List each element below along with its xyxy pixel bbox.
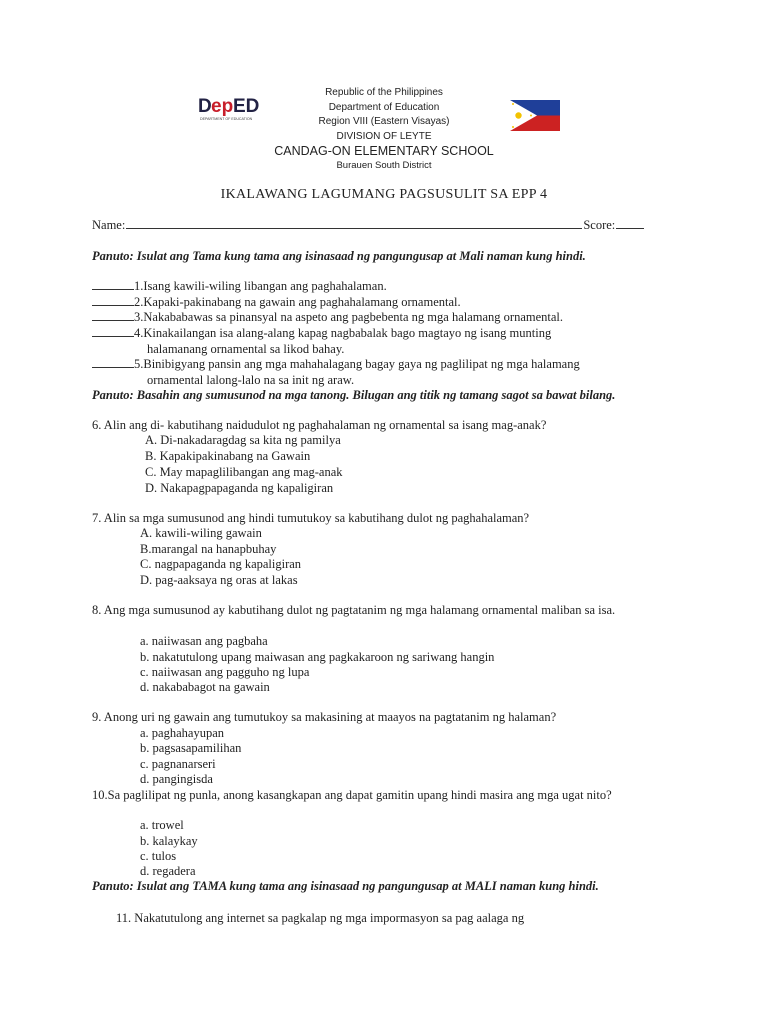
q8-option-d[interactable]: d. nakababagot na gawain xyxy=(140,680,270,694)
question-8: 8. Ang mga sumusunod ay kabutihang dulot ng pagtatanim ng mga halamang ornamental maliban sa isa. xyxy=(92,603,616,617)
answer-blank[interactable] xyxy=(92,310,134,321)
svg-text:DEPARTMENT OF EDUCATION: DEPARTMENT OF EDUCATION xyxy=(200,117,253,121)
tf-item-5-continued: ornamental lalong-lalo na sa init ng araw. xyxy=(147,373,355,387)
q7-option-b[interactable]: B.marangal na hanapbuhay xyxy=(140,542,277,556)
q9-option-a[interactable]: a. paghahayupan xyxy=(140,726,224,740)
district-name: Burauen South District xyxy=(336,160,432,171)
instruction-3: Panuto: Isulat ang TAMA kung tama ang isinasaad ng pangungusap at MALI naman kung hindi. xyxy=(92,879,599,893)
tf-item-text: 2.Kapaki-pakinabang na gawain ang paghahalamang ornamental. xyxy=(134,295,461,309)
name-score-line xyxy=(92,218,644,233)
q6-option-c[interactable]: C. May mapaglilibangan ang mag-anak xyxy=(145,465,343,479)
tf-item-text: 1.Isang kawili-wiling libangan ang paghahalaman. xyxy=(134,279,387,293)
q7-option-d[interactable]: D. pag-aaksaya ng oras at lakas xyxy=(140,573,298,587)
q7-option-a[interactable]: A. kawili-wiling gawain xyxy=(140,526,262,540)
question-6: 6. Alin ang di- kabutihang naidudulot ng paghahalaman ng ornamental sa isang mag-anak? xyxy=(92,418,547,432)
question-7: 7. Alin sa mga sumusunod ang hindi tumutukoy sa kabutihang dulot ng paghahalaman? xyxy=(92,511,530,525)
q8-option-c[interactable]: c. naiiwasan ang pagguho ng lupa xyxy=(140,665,310,679)
tf-item-3 xyxy=(92,310,563,326)
school-name: CANDAG-ON ELEMENTARY SCHOOL xyxy=(274,144,494,158)
q9-option-b[interactable]: b. pagsasapamilihan xyxy=(140,741,242,755)
svg-text:D: D xyxy=(198,96,212,117)
school-header xyxy=(234,86,534,172)
header-line-division: DIVISION OF LEYTE xyxy=(336,130,432,142)
tf-item-4-continued: halamanang ornamental sa likod bahay. xyxy=(147,342,345,356)
tf-item-5 xyxy=(92,357,580,373)
q10-option-a[interactable]: a. trowel xyxy=(140,818,184,832)
q9-option-d[interactable]: d. pangingisda xyxy=(140,772,213,786)
q6-option-d[interactable]: D. Nakapagpapaganda ng kapaligiran xyxy=(145,481,334,495)
item-11: 11. Nakatutulong ang internet sa pagkalap ng mga impormasyon sa pag aalaga ng xyxy=(116,911,525,925)
header-line-republic: Republic of the Philippines xyxy=(325,87,443,98)
answer-blank[interactable] xyxy=(92,279,134,290)
q9-option-c[interactable]: c. pagnanarseri xyxy=(140,757,216,771)
instruction-2: Panuto: Basahin ang sumusunod na mga tanong. Bilugan ang titik ng tamang sagot sa bawat bilang. xyxy=(92,388,616,402)
answer-blank[interactable] xyxy=(92,357,134,368)
q8-option-b[interactable]: b. nakatutulong upang maiwasan ang pagkakaroon ng sariwang hangin xyxy=(140,650,495,664)
answer-blank[interactable] xyxy=(92,295,134,306)
question-10: 10.Sa paglilipat ng punla, anong kasangkapan ang dapat gamitin upang hindi masira ang mga ugat nito? xyxy=(92,788,612,802)
svg-text:ep: ep xyxy=(211,96,234,117)
q10-option-d[interactable]: d. regadera xyxy=(140,864,196,878)
header-line-department: Department of Education xyxy=(328,101,440,113)
answer-blank[interactable] xyxy=(92,326,134,337)
q10-option-c[interactable]: c. tulos xyxy=(140,849,177,863)
score-label: Score: xyxy=(583,218,616,232)
instruction-1: Panuto: Isulat ang Tama kung tama ang isinasaad ng pangungusap at Mali naman kung hindi. xyxy=(92,249,586,263)
svg-text:ED: ED xyxy=(233,96,260,117)
tf-item-2 xyxy=(92,295,461,311)
q10-option-b[interactable]: b. kalaykay xyxy=(140,834,198,848)
name-label: Name: xyxy=(92,218,126,232)
q7-option-c[interactable]: C. nagpapaganda ng kapaligiran xyxy=(140,557,302,571)
tf-item-text: 5.Binibigyang pansin ang mga mahahalagang bagay gaya ng paglilipat ng mga halamang xyxy=(134,357,580,371)
q8-option-a[interactable]: a. naiiwasan ang pagbaha xyxy=(140,634,268,648)
tf-item-text: 4.Kinakailangan isa alang-alang kapag nagbabalak bago magtayo ng isang munting xyxy=(134,326,552,340)
tf-item-4 xyxy=(92,326,551,342)
tf-item-1 xyxy=(92,279,387,295)
tf-item-text: 3.Nakababawas sa pinansyal na aspeto ang pagbebenta ng mga halamang ornamental. xyxy=(134,310,564,324)
q6-option-a[interactable]: A. Di-nakadaragdag sa kita ng pamilya xyxy=(145,433,341,447)
q6-option-b[interactable]: B. Kapakipakinabang na Gawain xyxy=(145,449,311,463)
question-9: 9. Anong uri ng gawain ang tumutukoy sa makasining at maayos na pagtatanim ng halaman? xyxy=(92,710,557,724)
exam-title: IKALAWANG LAGUMANG PAGSUSULIT SA EPP 4 xyxy=(220,187,548,202)
header-line-region: Region VIII (Eastern Visayas) xyxy=(318,116,450,127)
score-field[interactable] xyxy=(616,218,644,229)
name-field[interactable] xyxy=(126,218,582,229)
